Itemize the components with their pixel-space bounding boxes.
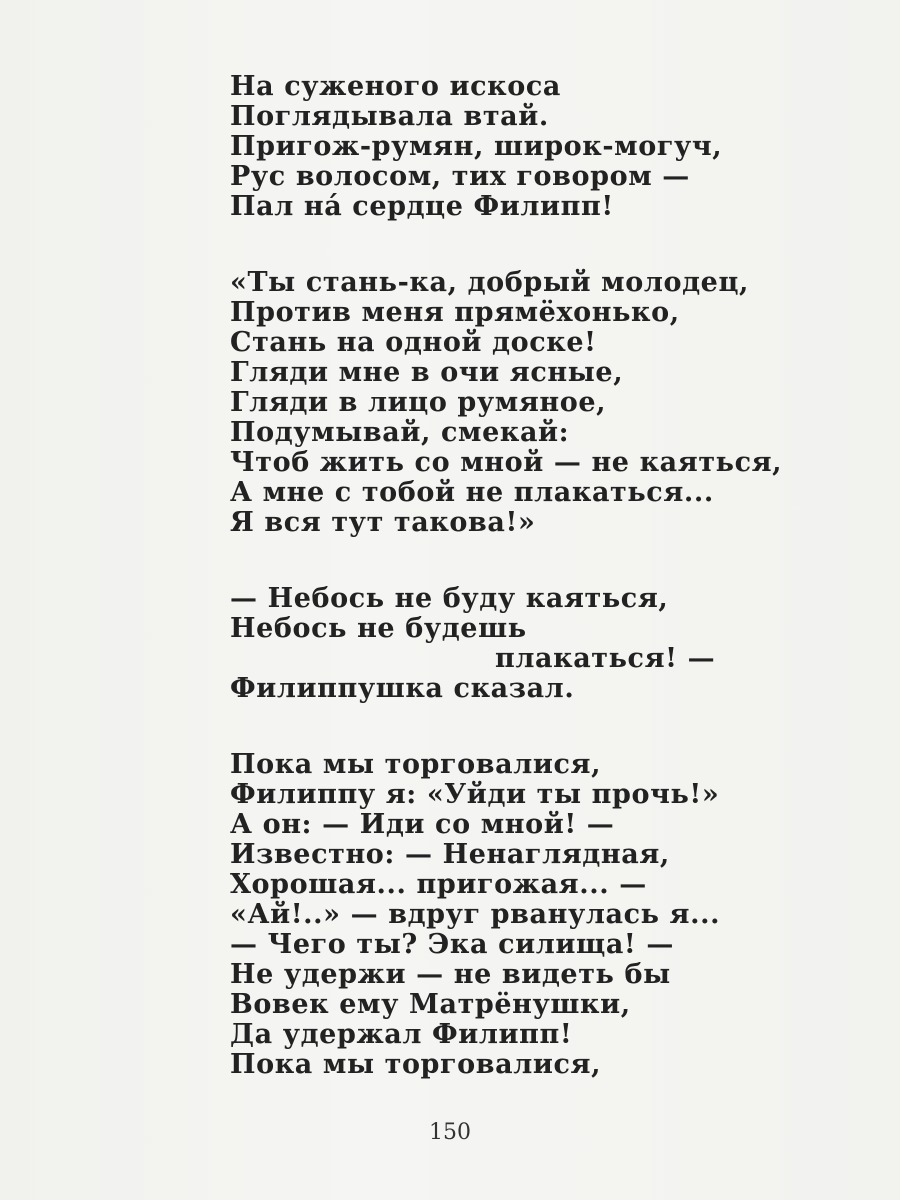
poem-line: Гляди мне в очи ясные,: [230, 357, 624, 388]
poem-line: Филиппу я: «Уйди ты прочь!»: [230, 779, 720, 810]
poem-line: «Ты стань-ка, добрый молодец,: [230, 267, 749, 298]
poem-line: Филиппушка сказал.: [230, 673, 575, 704]
poem-line: Вовек ему Матрёнушки,: [230, 989, 631, 1020]
poem-line: Пал на́ сердце Филипп!: [230, 191, 614, 222]
poem-line: А он: — Иди со мной! —: [230, 809, 615, 840]
poem-line: Подумывай, смекай:: [230, 417, 570, 448]
poem-line: Гляди в лицо румяное,: [230, 387, 607, 418]
poem-line: — Чего ты? Эка силища! —: [230, 929, 674, 960]
stanza-gap: [230, 222, 850, 268]
poem-line-indented: плакаться! —: [495, 643, 716, 674]
poem-line: Пригож-румян, широк-могуч,: [230, 131, 723, 162]
poem-line: Не удержи — не видеть бы: [230, 959, 671, 990]
poem-text: [230, 72, 850, 1080]
poem-line: Я вся тут такова!»: [230, 507, 536, 538]
stanza-3: [230, 584, 850, 704]
poem-line: На суженого искоса: [230, 71, 562, 102]
poem-line: Хорошая... пригожая... —: [230, 869, 647, 900]
poem-line: Пока мы торговалися,: [230, 1049, 602, 1080]
poem-line: А мне с тобой не плакаться...: [230, 477, 714, 508]
poem-line: Пока мы торговалися,: [230, 749, 602, 780]
poem-line: Чтоб жить со мной — не каяться,: [230, 447, 783, 478]
poem-line: — Небось не буду каяться,: [230, 583, 669, 614]
poem-line: Рус волосом, тих говором —: [230, 161, 690, 192]
poem-line: Да удержал Филипп!: [230, 1019, 573, 1050]
stanza-1: [230, 72, 850, 222]
poem-line: Небось не будешь: [230, 613, 527, 644]
page-number: 150: [429, 1120, 471, 1145]
stanza-gap: [230, 538, 850, 584]
stanza-4: [230, 750, 850, 1080]
poem-line: «Ай!..» — вдруг рванулась я...: [230, 899, 721, 930]
poem-line: Поглядывала втай.: [230, 101, 549, 132]
stanza-gap: [230, 704, 850, 750]
stanza-2: [230, 268, 850, 538]
poem-line: Стань на одной доске!: [230, 327, 597, 358]
poem-line: Известно: — Ненаглядная,: [230, 839, 670, 870]
poem-line: Против меня прямёхонько,: [230, 297, 680, 328]
